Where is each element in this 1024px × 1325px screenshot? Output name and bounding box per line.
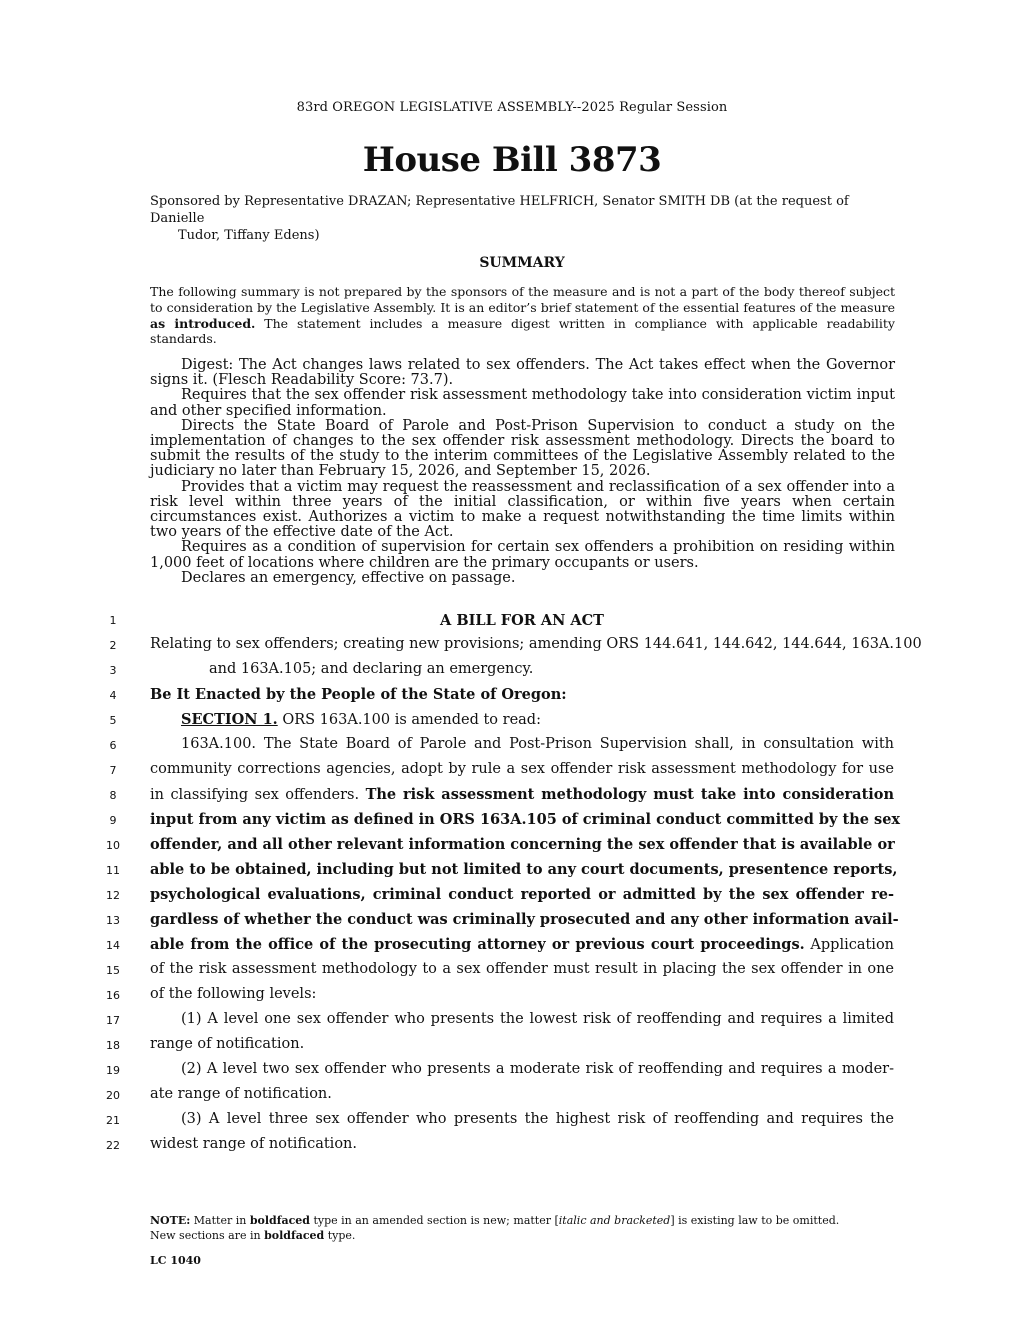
- bill-line: (1) A level one sex offender who presents the lowest risk of reoffending and requires a limited: [181, 1011, 894, 1027]
- line-number: 21: [106, 1114, 120, 1127]
- summary-intro-bold: as introduced.: [150, 315, 256, 331]
- line-number: 6: [109, 739, 117, 752]
- summary-intro-end: The statement includes a measure digest written in compliance with applicable readability standards.: [150, 315, 895, 347]
- note-label: NOTE:: [150, 1214, 191, 1227]
- sponsor-line-1: Sponsored by Representative DRAZAN; Representative HELFRICH, Senator SMITH DB (at the request of Danielle: [150, 194, 849, 226]
- bill-line: Relating to sex offenders; creating new provisions; amending ORS 144.641, 144.642, 144.644, 163A.100: [150, 636, 922, 652]
- bill-text: in classifying sex offenders.: [150, 787, 366, 803]
- digest-paragraph: Digest: The Act changes laws related to sex offenders. The Act takes effect when the Governor signs it. (Flesch Readability Score: 73.7).: [150, 357, 895, 389]
- note-italic: italic and bracketed: [558, 1214, 671, 1227]
- bill-line: input from any victim as defined in ORS 163A.105 of criminal conduct committed by the sex: [150, 811, 901, 828]
- summary-intro: [150, 284, 895, 347]
- note-text: Matter in: [190, 1214, 250, 1227]
- line-number: 13: [106, 914, 120, 927]
- line-number: 3: [109, 664, 117, 677]
- note-text: type.: [324, 1229, 356, 1242]
- line-number: 15: [106, 964, 120, 977]
- digest-paragraph: Directs the State Board of Parole and Post-Prison Supervision to conduct a study on the implementation of changes to the sex offender risk assessment methodology. Directs the board to submit the results of the study to the interim committees of the Legislative Assembly related to the judiciary no later than February 15, 2026, and September 15, 2026.: [150, 417, 895, 480]
- digest-paragraph: Declares an emergency, effective on passage.: [181, 569, 516, 586]
- line-number: 8: [109, 789, 117, 802]
- bill-text-bold: able from the office of the prosecuting attorney or previous court proceedings.: [150, 936, 805, 953]
- note-text: ] is existing law to be omitted.: [670, 1214, 840, 1227]
- bill-line: and 163A.105; and declaring an emergency.: [209, 661, 534, 677]
- bill-line: community corrections agencies, adopt by rule a sex offender risk assessment methodology for use: [150, 761, 894, 777]
- bill-line: (3) A level three sex offender who presents the highest risk of reoffending and requires the: [181, 1111, 894, 1127]
- bill-line: of the risk assessment methodology to a sex offender must result in placing the sex offender in one: [150, 961, 894, 977]
- line-number: 22: [106, 1139, 120, 1152]
- line-number: 11: [106, 864, 120, 877]
- footnote-line-1: [150, 1213, 910, 1228]
- lc-number: LC 1040: [150, 1254, 201, 1267]
- digest-paragraph: Provides that a victim may request the reassessment and reclassification of a sex offender into a risk level within three years of the initial classification, or within five years when certain circumstances exist. Authorizes a victim to make a request notwithstanding the time limits within two years of the effective date of the Act.: [150, 478, 895, 541]
- bill-line: able to be obtained, including but not limited to any court documents, presentence reports,: [150, 861, 898, 878]
- line-number: 20: [106, 1089, 120, 1102]
- line-number: 17: [106, 1014, 120, 1027]
- bill-line: Be It Enacted by the People of the State of Oregon:: [150, 686, 567, 703]
- bill-line: range of notification.: [150, 1036, 305, 1052]
- line-number: 5: [109, 714, 117, 727]
- bill-line: (2) A level two sex offender who presents a moderate risk of reoffending and requires a moder-: [181, 1061, 894, 1077]
- sponsor-statement: [150, 193, 895, 244]
- line-number: 9: [109, 814, 117, 827]
- bill-line: of the following levels:: [150, 986, 317, 1002]
- line-number: 2: [109, 639, 117, 652]
- bill-line: [150, 936, 894, 953]
- line-number: 1: [109, 614, 117, 627]
- line-number: 18: [106, 1039, 120, 1052]
- bill-line: offender, and all other relevant information concerning the sex offender that is available or: [150, 836, 895, 853]
- bill-line: [150, 786, 894, 803]
- line-number: 16: [106, 989, 120, 1002]
- note-bold: boldfaced: [264, 1229, 325, 1242]
- line-number: 4: [109, 689, 117, 702]
- measure-digest: [150, 358, 895, 586]
- act-heading: A BILL FOR AN ACT: [440, 612, 604, 629]
- bill-line: psychological evaluations, criminal conduct reported or admitted by the sex offender re-: [150, 886, 894, 903]
- note-text: type in an amended section is new; matter [: [309, 1214, 559, 1227]
- line-number: 14: [106, 939, 120, 952]
- bill-line: 163A.100. The State Board of Parole and Post-Prison Supervision shall, in consultation with: [181, 736, 894, 752]
- summary-heading: SUMMARY: [479, 255, 565, 271]
- bill-line: [181, 711, 894, 728]
- digest-paragraph: Requires that the sex offender risk assessment methodology take into consideration victim input and other specified information.: [150, 387, 895, 419]
- footnote: [150, 1213, 910, 1243]
- line-number: 7: [109, 764, 117, 777]
- sponsor-line-2: Tudor, Tiffany Edens): [178, 228, 320, 243]
- line-number: 10: [106, 839, 120, 852]
- bill-line: ate range of notification.: [150, 1086, 332, 1102]
- footnote-line-2: [150, 1228, 910, 1243]
- bill-line: gardless of whether the conduct was criminally prosecuted and any other information avail-: [150, 911, 899, 928]
- note-text: New sections are in: [150, 1229, 265, 1242]
- note-bold: boldfaced: [249, 1214, 310, 1227]
- bill-text-bold: The risk assessment methodology must take into consideration: [365, 786, 894, 803]
- session-header: 83rd OREGON LEGISLATIVE ASSEMBLY--2025 Regular Session: [296, 100, 728, 115]
- bill-text: Application: [804, 937, 895, 953]
- line-number: 19: [106, 1064, 120, 1077]
- line-number: 12: [106, 889, 120, 902]
- summary-intro-text: The following summary is not prepared by the sponsors of the measure and is not a part of the body thereof subject to consideration by the Legislative Assembly. It is an editor’s brief statement of the essential features of the measure: [150, 284, 895, 315]
- section-text: ORS 163A.100 is amended to read:: [277, 712, 541, 728]
- bill-title: House Bill 3873: [362, 140, 662, 180]
- section-label: SECTION 1.: [181, 711, 278, 728]
- digest-paragraph: Requires as a condition of supervision for certain sex offenders a prohibition on residing within 1,000 feet of locations where children are the primary occupants or users.: [150, 539, 895, 571]
- bill-line: widest range of notification.: [150, 1136, 357, 1152]
